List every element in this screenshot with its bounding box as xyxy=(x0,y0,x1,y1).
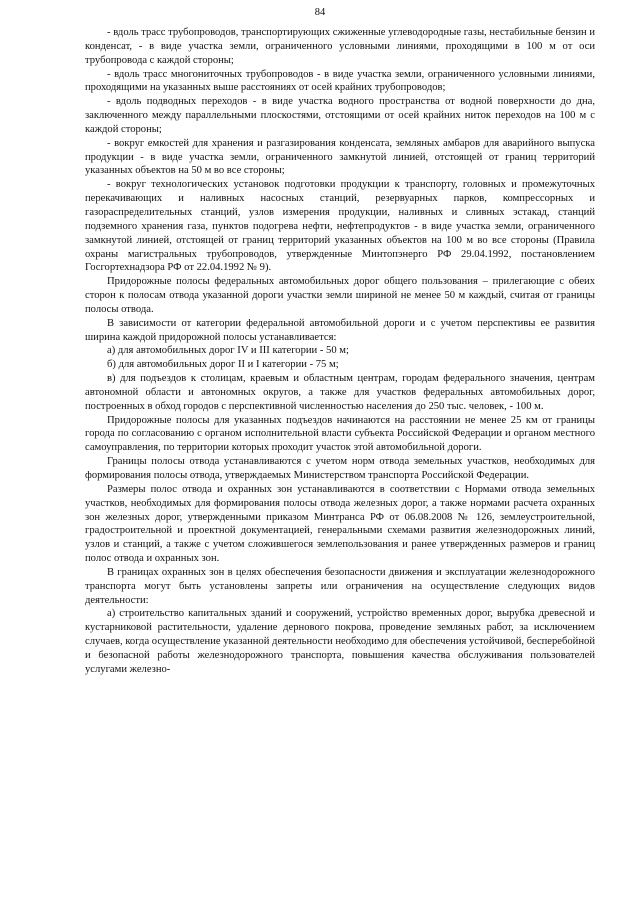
list-item-construction-restrictions: а) строительство капитальных зданий и сооружений, устройство временных дорог, вырубка древесной и кустарниковой растительности, удаление дернового покрова, проведение земляных работ, за исключением случаев, когда осуществление указанной деятельности необходимо для обеспечения устойчивой, бесперебойной и безопасной работы железнодорожного транспорта, повышения качества обслуживания пользователей услугами железно- xyxy=(85,608,595,675)
paragraph-railway-restrictions-intro: В границах охранных зон в целях обеспечения безопасности движения и эксплуатации железнодорожного транспорта могут быть установлены запреты или ограничения на осуществление следующих видов деятельности: xyxy=(85,566,595,606)
paragraph-multi-line-pipelines: - вдоль трасс многониточных трубопроводов - в виде участка земли, ограниченного условными линиями, проходящими на указанных выше расстояниях от осей крайних трубопроводов; xyxy=(85,68,595,94)
paragraph-condensate-tanks: - вокруг емкостей для хранения и разгазирования конденсата, земляных амбаров для аварийного выпуска продукции - в виде участка земли, ограниченного замкнутой линией, отстоящей от границ территорий указанных объектов на 50 м во все стороны; xyxy=(85,137,595,177)
list-item-category-iv-iii: а) для автомобильных дорог IV и III категории - 50 м; xyxy=(107,345,349,357)
paragraph-strip-width-intro: В зависимости от категории федеральной автомобильной дороги и с учетом перспективы ее развития ширина каждой придорожной полосы устанавливается: xyxy=(85,317,595,343)
paragraph-underwater-crossings: - вдоль подводных переходов - в виде участка водного пространства от водной поверхности до дна, заключенного между параллельными плоскостями, отстоящими от осей крайних ниток переходов на 100 м с каждой стороны; xyxy=(85,96,595,135)
list-item-approaches-to-capitals: в) для подъездов к столицам, краевым и областным центрам, городам федерального значения, центрам автономной области и автономных округов, а также для участков федеральных автомобильных дорог, построенных в обход городов с перспективной численностью населения до 250 тыс. человек, - 100 м. xyxy=(85,373,595,412)
paragraph-roadside-strips: Придорожные полосы федеральных автомобильных дорог общего пользования – прилегающие с обеих сторон к полосам отвода указанной дороги участки земли шириной не менее 50 м каждый, считая от границы полосы отвода. xyxy=(85,276,595,315)
paragraph-approach-strips-start: Придорожные полосы для указанных подъездов начинаются на расстоянии не менее 25 км от границы города по согласованию с органом исполнительной власти субъекта Российской Федерации и органом местного самоуправления, по территории которых проходит участок этой автомобильной дороги. xyxy=(85,414,595,454)
page-number: 84 xyxy=(314,7,326,18)
paragraph-pipeline-lpg: - вдоль трасс трубопроводов, транспортирующих сжиженные углеводородные газы, нестабильные бензин и конденсат, - в виде участка земли, ограниченного условными линиями, проходящими в 100 м от оси трубопровода с каждой стороны; xyxy=(85,27,595,66)
paragraph-railway-zone-sizes: Размеры полос отвода и охранных зон устанавливаются в соответствии с Нормами отвода земельных участков, необходимых для формирования полосы отвода железных дорог, а также нормами расчета охранных зон железных дорог, утвержденными приказом Минтранса РФ от 06.08.2008 № 126, землеустроительной, градостроительной и проектной документацией, генеральными схемами развития железнодорожных линий, узлов и станций, а также с учетом сложившегося землепользования и ранее утвержденных размеров и границ полос отвода и охранных зон. xyxy=(85,483,595,565)
list-item-category-ii-i: б) для автомобильных дорог II и I категории - 75 м; xyxy=(107,359,339,371)
paragraph-right-of-way-boundaries: Границы полосы отвода устанавливаются с учетом норм отвода земельных участков, необходимых для формирования полосы отвода, утверждаемых Министерством транспорта Российской Федерации. xyxy=(85,456,595,481)
page-body xyxy=(85,26,595,677)
paragraph-technological-installations: - вокруг технологических установок подготовки продукции к транспорту, головных и промежуточных перекачивающих и наливных насосных станций, резервуарных парков, компрессорных и газораспределительных станций, узлов измерения продукции, наливных и сливных эстакад, станций подземного хранения газа, пунктов подогрева нефти, нефтепродуктов - в виде участка земли, ограниченного замкнутой линией, отстоящей от границ территорий указанных объектов на 100 м во все стороны (Правила охраны магистральных трубопроводов, утвержденные Минтопэнерго РФ 29.04.1992, постановлением Госгортехнадзора РФ от 22.04.1992 № 9). xyxy=(85,179,595,274)
